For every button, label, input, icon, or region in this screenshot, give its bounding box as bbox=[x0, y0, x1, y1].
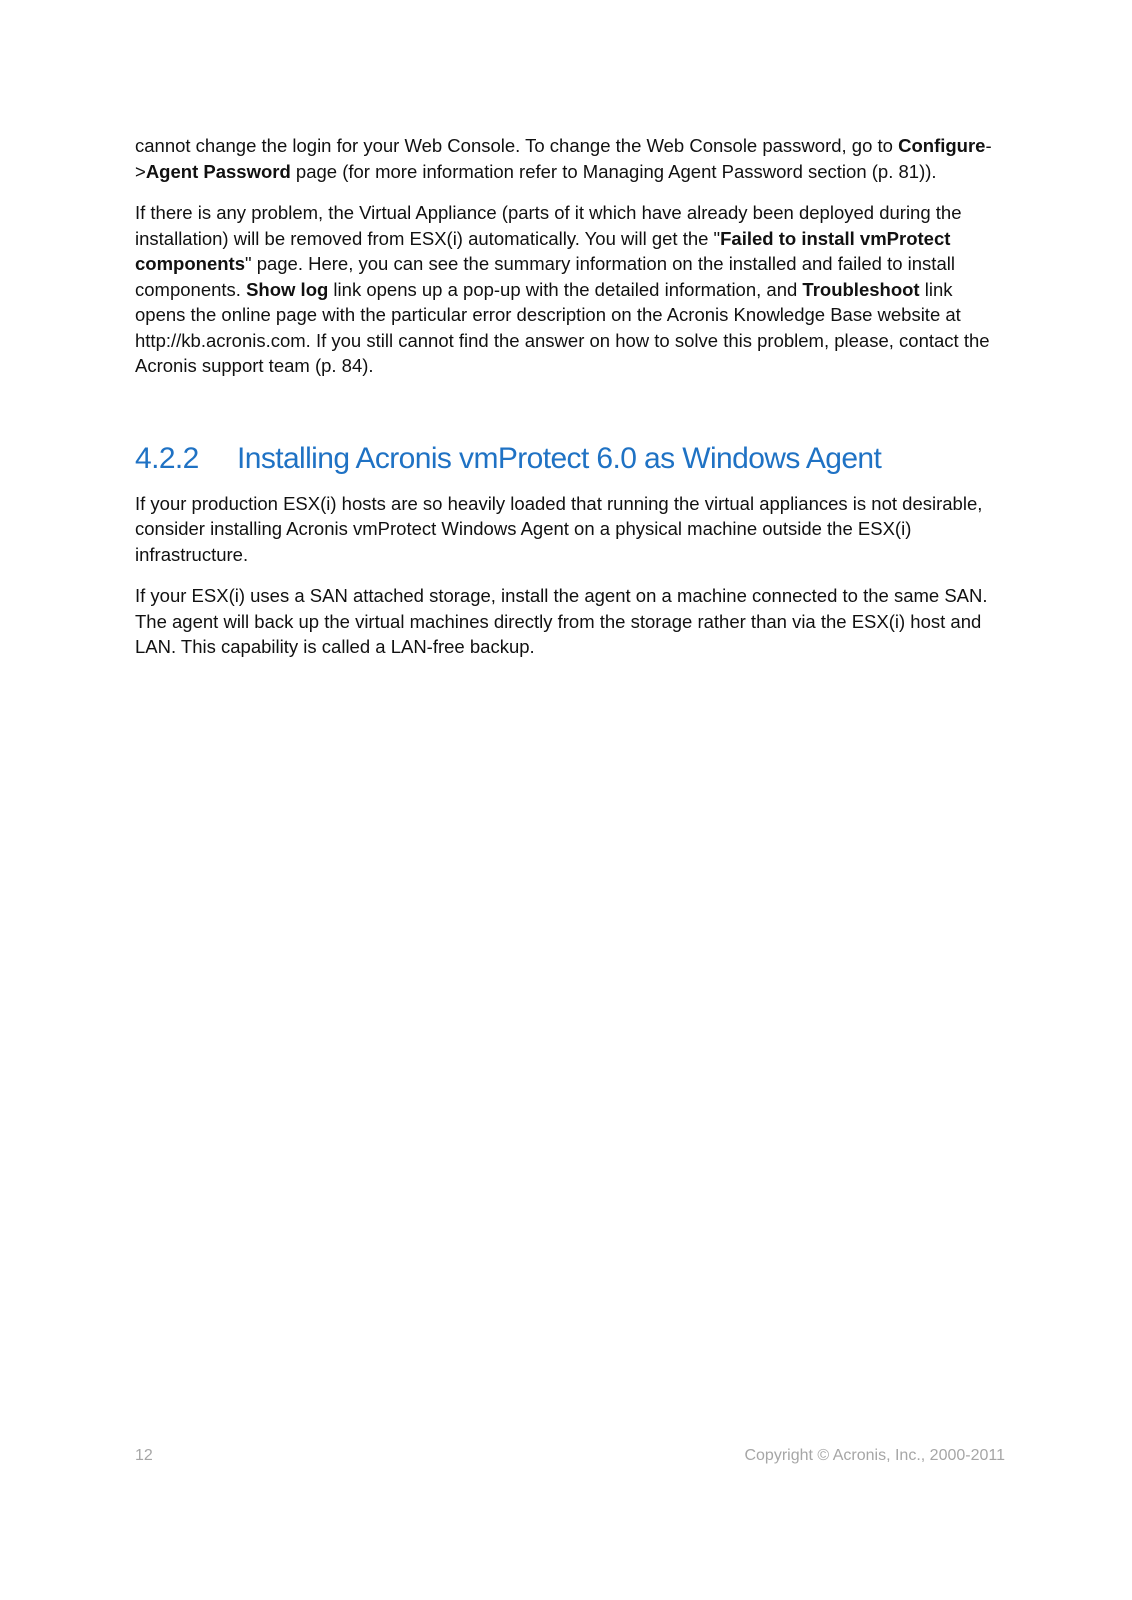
page-number: 12 bbox=[135, 1447, 153, 1464]
text-run: If there is any problem, the Virtual Appliance (parts of it which have already been deployed during the installation) will be removed from ESX(i) automatically. You will get the " bbox=[135, 202, 962, 249]
document-body bbox=[135, 133, 1005, 660]
text-run: -> bbox=[135, 135, 992, 182]
show-log-bold: Show log bbox=[246, 278, 329, 300]
paragraph-san-backup: If your ESX(i) uses a SAN attached storage, install the agent on a machine connected to the same SAN. The agent will back up the virtual machines directly from the storage rather than via the ESX(i) host and LAN. This capability is called a LAN-free backup. bbox=[135, 585, 988, 657]
section-number: 4.2.2 bbox=[135, 441, 199, 475]
section-title: Installing Acronis vmProtect 6.0 as Windows Agent bbox=[237, 441, 882, 475]
agent-password-bold: Agent Password bbox=[145, 160, 291, 182]
text-run: cannot change the login for your Web Console. To change the Web Console password, go to bbox=[135, 135, 899, 156]
text-run: link opens the online page with the particular error description on the Acronis Knowledge Base website at http://kb.acronis.com. If you still cannot find the answer on how to solve this problem, please, contact the Acronis support team (p. 84). bbox=[135, 278, 990, 376]
paragraph-web-console-password bbox=[135, 133, 1005, 184]
configure-bold: Configure bbox=[898, 135, 986, 156]
paragraph-windows-agent: If your production ESX(i) hosts are so heavily loaded that running the virtual appliances is not desirable, consider installing Acronis vmProtect Windows Agent on a physical machine outside the ESX(i) infrastructure. bbox=[135, 492, 983, 565]
text-run: " page. Here, you can see the summary information on the installed and failed to install components. bbox=[135, 253, 955, 300]
paragraph-install-problem bbox=[135, 200, 1005, 379]
text-run: link opens up a pop-up with the detailed information, and bbox=[328, 278, 803, 300]
section-heading bbox=[135, 441, 1005, 477]
copyright-notice: Copyright © Acronis, Inc., 2000-2011 bbox=[744, 1447, 1005, 1464]
troubleshoot-bold: Troubleshoot bbox=[802, 278, 920, 300]
failed-to-install-bold: Failed to install vmProtect components bbox=[135, 227, 951, 274]
text-run: page (for more information refer to Managing Agent Password section (p. 81)). bbox=[290, 160, 937, 182]
